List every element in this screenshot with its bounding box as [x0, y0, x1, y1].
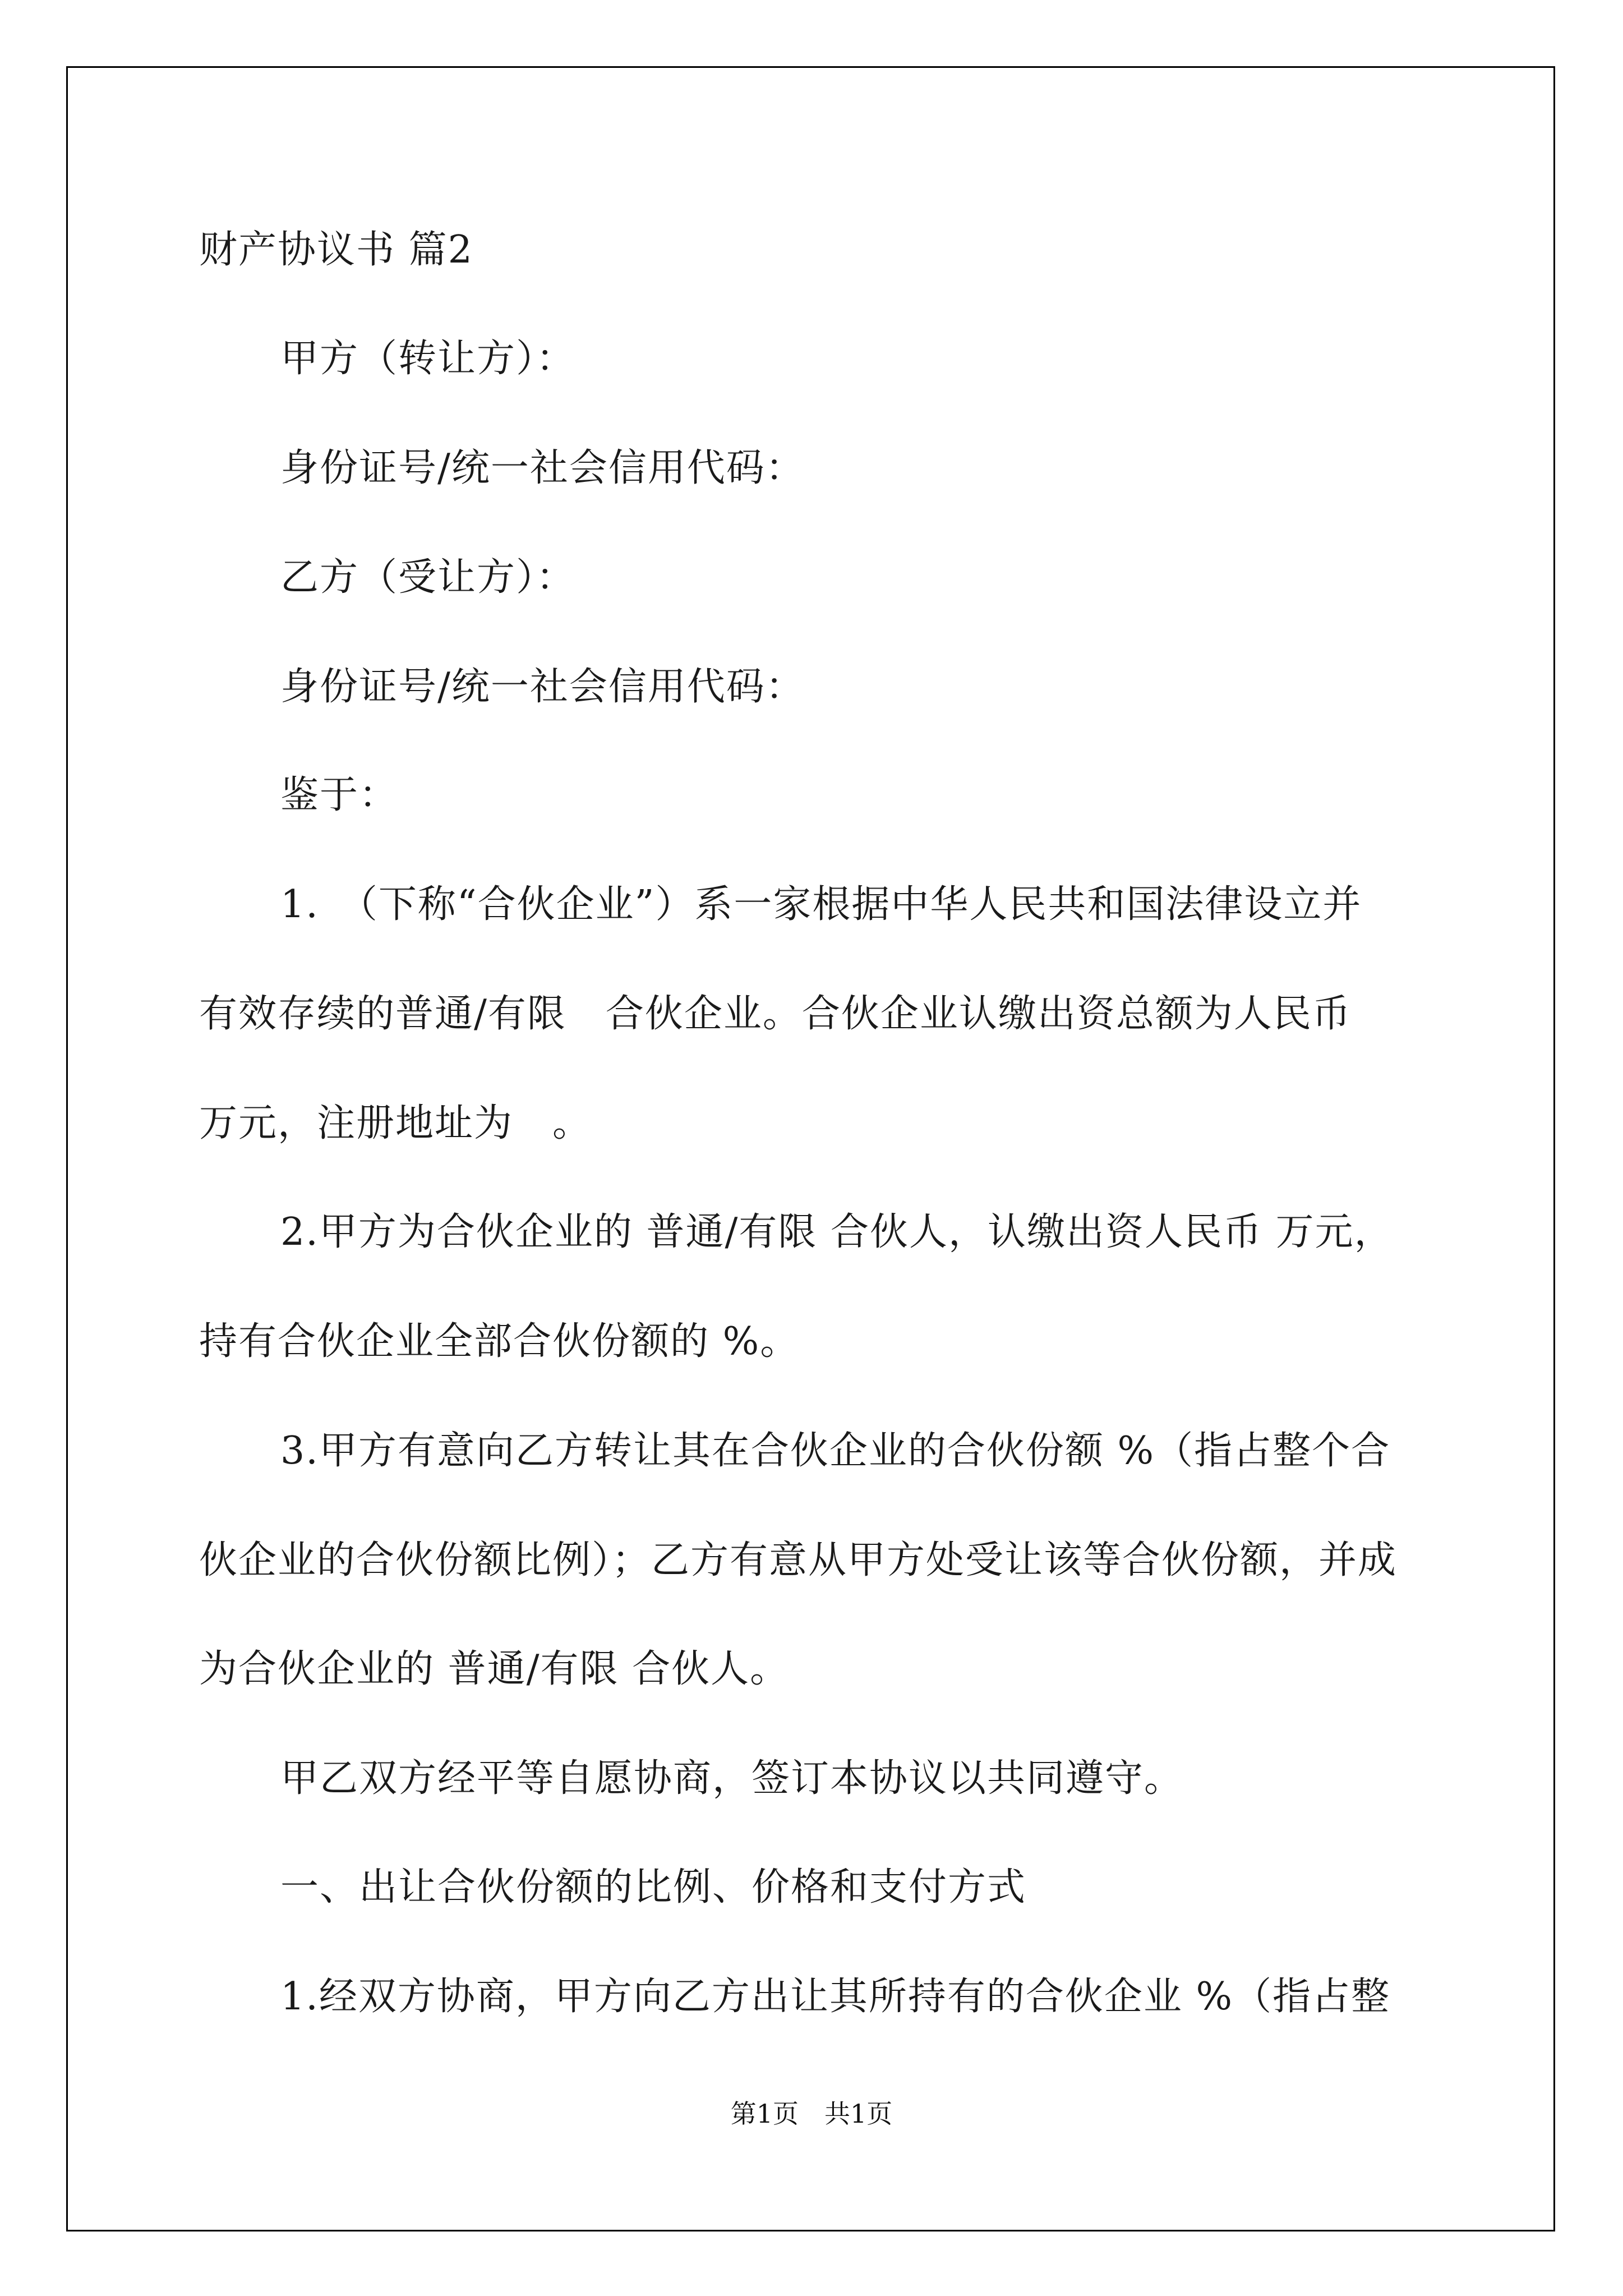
recital-3-line-3: 为合伙企业的 普通/有限 合伙人。 — [199, 1647, 790, 1691]
section-1-heading: 一、出让合伙份额的比例、价格和支付方式 — [280, 1865, 1027, 1910]
whereas-heading: 鉴于： — [280, 773, 399, 817]
page-number-footer: 第1页 共1页 — [730, 2099, 893, 2129]
recital-3-line-1: 3.甲方有意向乙方转让其在合伙企业的合伙份额 %（指占整个合 — [280, 1429, 1391, 1473]
document-title: 财产协议书 篇2 — [199, 228, 473, 272]
recital-2-line-1: 2.甲方为合伙企业的 普通/有限 合伙人，认缴出资人民币 万元， — [280, 1210, 1394, 1254]
section-1-item-1: 1.经双方协商，甲方向乙方出让其所持有的合伙企业 %（指占整 — [280, 1975, 1391, 2019]
party-a-id-label: 身份证号/统一社会信用代码： — [280, 446, 805, 490]
recital-1-line-2: 有效存续的普通/有限 合伙企业。合伙企业认缴出资总额为人民币 — [199, 992, 1352, 1036]
recital-2-line-2: 持有合伙企业全部合伙份额的 %。 — [199, 1319, 800, 1364]
recital-1-line-1: 1. （下称“合伙企业”）系一家根据中华人民共和国法律设立并 — [280, 882, 1362, 927]
party-b-label: 乙方（受让方）： — [280, 555, 576, 600]
agreement-statement: 甲乙双方经平等自愿协商，签订本协议以共同遵守。 — [280, 1756, 1184, 1801]
party-b-id-label: 身份证号/统一社会信用代码： — [280, 665, 805, 709]
party-a-label: 甲方（转让方）： — [280, 337, 576, 381]
recital-3-line-2: 伙企业的合伙份额比例）；乙方有意从甲方处受让该等合伙份额，并成 — [199, 1538, 1398, 1582]
recital-1-line-3: 万元，注册地址为 。 — [199, 1101, 592, 1145]
